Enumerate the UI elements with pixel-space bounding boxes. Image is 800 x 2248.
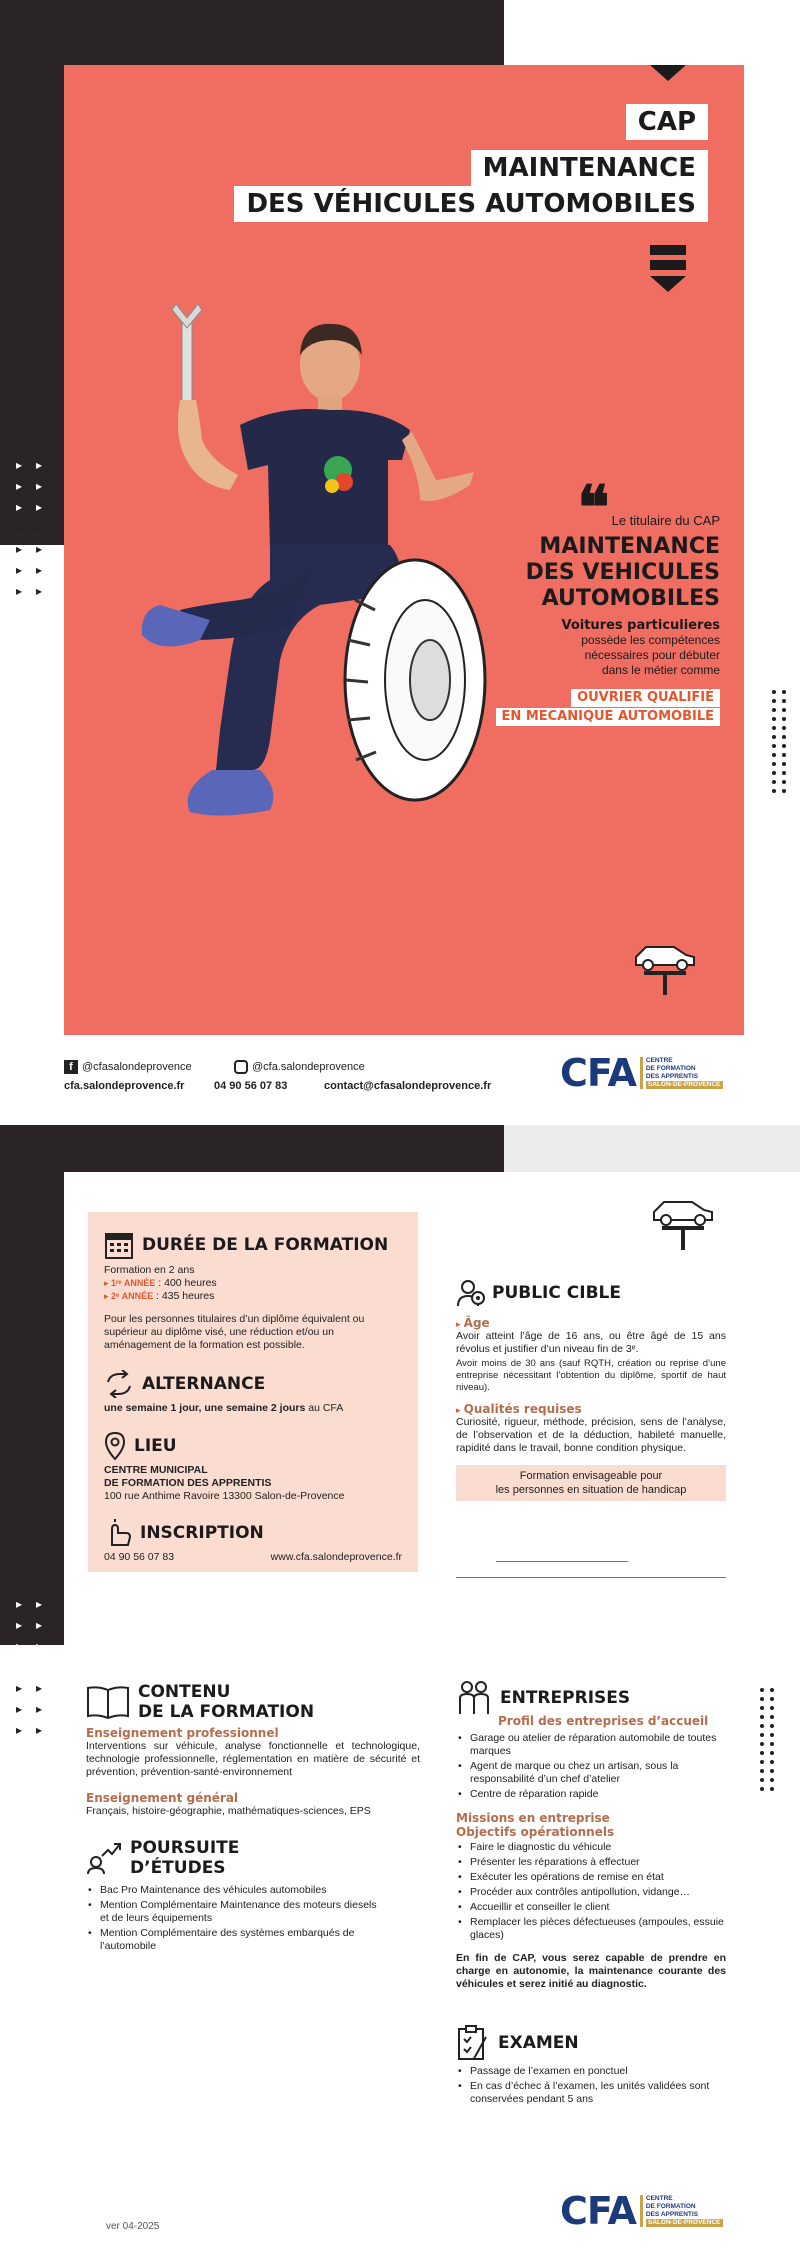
lieu-l3: 100 rue Anthime Ravoire 13300 Salon-de-Provence bbox=[104, 1490, 345, 1502]
handicap-line-2: les personnes en situation de handicap bbox=[495, 1484, 687, 1496]
lieu-l1: CENTRE MUNICIPAL bbox=[104, 1464, 208, 1476]
dots-decoration-right-2 bbox=[760, 1688, 774, 1791]
profil-title: Profil des entreprises d’accueil bbox=[498, 1714, 709, 1728]
handicap-box bbox=[456, 1465, 726, 1501]
public-section bbox=[456, 1278, 726, 1501]
inscription-title: INSCRIPTION bbox=[140, 1523, 264, 1543]
logo-line-1: CENTRE bbox=[645, 1057, 673, 1064]
profil-list bbox=[456, 1732, 726, 1801]
pro-text: Interventions sur véhicule, analyse fonctionnelle et technologique, technologie professionnelle, réglementation en matière de sécurité et prévention, prévention-santé-environnement bbox=[86, 1740, 420, 1778]
instagram-icon bbox=[234, 1060, 248, 1074]
email-link[interactable]: contact@cfasalondeprovence.fr bbox=[324, 1080, 492, 1092]
duree-year1: ▸ 1ʳᵉ ANNÉE : 400 heures bbox=[104, 1277, 217, 1289]
quote-intro: Le titulaire du CAP bbox=[611, 513, 720, 528]
job-label-1: OUVRIER QUALIFIÉ bbox=[571, 689, 720, 707]
job-label-2: EN MECANIQUE AUTOMOBILE bbox=[496, 708, 720, 726]
growth-person-icon bbox=[86, 1840, 122, 1876]
quote-desc-2: nécessaires pour débuter bbox=[584, 648, 720, 662]
version-label: ver 04-2025 bbox=[106, 2221, 160, 2232]
duree-line1: Formation en 2 ans bbox=[104, 1264, 195, 1276]
qual-text: Curiosité, rigueur, méthode, précision, sens de l’analyse, de l’observation et de la déduction, habileté manuelle, rapidité dans le travail, bonne condition physique. bbox=[456, 1416, 726, 1454]
quote-desc-3: dans le métier comme bbox=[601, 663, 720, 677]
info-box bbox=[88, 1212, 418, 1572]
chevron-decoration: ▸ ▸ ▸ ▸ ▸ ▸ ▸ ▸ ▸ ▸ ▸ ▸ ▸ ▸ bbox=[16, 458, 43, 598]
age-title: ▸ Âge bbox=[456, 1316, 490, 1330]
list-item: • Présenter les réparations à effectuer bbox=[456, 1856, 726, 1869]
lieu-title: LIEU bbox=[134, 1436, 177, 1456]
facebook-icon: f bbox=[64, 1060, 78, 1074]
instagram-handle[interactable]: @cfa.salondeprovence bbox=[252, 1061, 365, 1073]
car-lift-icon bbox=[630, 935, 700, 997]
deco-bar-1 bbox=[650, 245, 686, 255]
divider-2 bbox=[456, 1577, 726, 1578]
pro-title: Enseignement professionnel bbox=[86, 1726, 279, 1740]
cfa-logo-letters-2: CFA bbox=[560, 2189, 636, 2233]
cfa-logo-2 bbox=[560, 2189, 723, 2233]
business-people-icon bbox=[456, 1680, 492, 1716]
age-text-2: Avoir moins de 30 ans (sauf RQTH, création ou reprise d’une entreprise nécessitant l’obtention du diplôme, sportif de haut niveau). bbox=[456, 1358, 726, 1393]
contenu-title-2: DE LA FORMATION bbox=[138, 1702, 315, 1722]
logo-line-4: SALON-DE-PROVENCE bbox=[647, 1081, 721, 1088]
examen-title: EXAMEN bbox=[498, 2033, 579, 2053]
cfa-logo-side-2 bbox=[640, 2195, 723, 2227]
inscription-hand-icon bbox=[104, 1519, 132, 1547]
list-item: • Centre de réparation rapide bbox=[456, 1788, 726, 1801]
conclusion-text: En fin de CAP, vous serez capable de prendre en charge en autonomie, la maintenance courante des véhicules et serez initié au diagnostic. bbox=[456, 1952, 726, 1990]
list-item: • Remplacer les pièces défectueuses (ampoules, essuie glaces) bbox=[456, 1916, 726, 1942]
handicap-line-1: Formation envisageable pour bbox=[519, 1470, 663, 1482]
age-title-text: Âge bbox=[463, 1316, 490, 1330]
page1-top-right-bg bbox=[504, 0, 800, 65]
year1-label: 1ʳᵉ ANNÉE bbox=[111, 1278, 156, 1288]
poursuite-title-2: D’ÉTUDES bbox=[130, 1858, 226, 1878]
age-text: Avoir atteint l’âge de 16 ans, ou être âgé de 15 ans révolus et justifier d’un niveau fin de 3ᵉ. bbox=[456, 1330, 726, 1355]
logo2-line-3: DES APPRENTIS bbox=[645, 2211, 699, 2218]
car-lift-icon-2 bbox=[648, 1190, 718, 1252]
alternance-bold: une semaine 1 jour, une semaine 2 jours bbox=[104, 1402, 306, 1414]
quote-line-3: AUTOMOBILES bbox=[541, 586, 720, 611]
calendar-icon bbox=[104, 1230, 134, 1260]
examen-list bbox=[456, 2065, 726, 2106]
location-pin-icon bbox=[104, 1431, 126, 1461]
page1-right-white bbox=[744, 65, 800, 1125]
open-book-icon bbox=[86, 1684, 130, 1720]
divider-1 bbox=[496, 1561, 628, 1562]
facebook-handle[interactable]: @cfasalondeprovence bbox=[82, 1061, 192, 1073]
quote-line-1: MAINTENANCE bbox=[539, 534, 720, 559]
entreprises-title: ENTREPRISES bbox=[500, 1688, 631, 1708]
title-line-vehicules: DES VÉHICULES AUTOMOBILES bbox=[234, 186, 708, 222]
list-item: • Agent de marque ou chez un artisan, sous la responsabilité d’un chef d’atelier bbox=[456, 1760, 726, 1786]
dots-decoration-right bbox=[772, 690, 786, 793]
poster-title bbox=[234, 104, 708, 222]
deco-bar-2 bbox=[650, 260, 686, 270]
target-person-icon bbox=[456, 1278, 486, 1308]
logo-line-3: DES APPRENTIS bbox=[645, 1073, 699, 1080]
duree-year2: ▸ 2ᵉ ANNÉE : 435 heures bbox=[104, 1290, 215, 1302]
alternance-icon bbox=[104, 1370, 134, 1398]
list-item: • Passage de l’examen en ponctuel bbox=[456, 2065, 726, 2078]
duree-para: Pour les personnes titulaires d’un diplôme équivalent ou supérieur au diplôme visé, une réduction et/ou un aménagement de la formation est possible. bbox=[104, 1313, 365, 1351]
exam-clipboard-icon bbox=[456, 2025, 490, 2061]
alternance-rest: au CFA bbox=[305, 1402, 344, 1414]
contenu-section bbox=[86, 1682, 420, 1955]
list-item: • En cas d’échec à l’examen, les unités validées sont conservées pendant 5 ans bbox=[456, 2080, 726, 2106]
list-item: • Procéder aux contrôles antipollution, vidange… bbox=[456, 1886, 726, 1899]
list-item: • Mention Complémentaire Maintenance des moteurs diesels et de leurs équipements bbox=[86, 1899, 386, 1925]
quote-icon: ❝ bbox=[577, 473, 610, 543]
phone-number[interactable]: 04 90 56 07 83 bbox=[214, 1080, 288, 1092]
cfa-logo-letters: CFA bbox=[560, 1051, 636, 1095]
poursuite-title-1: POURSUITE bbox=[130, 1838, 240, 1858]
list-item: • Mention Complémentaire des systèmes embarqués de l’automobile bbox=[86, 1927, 386, 1953]
inscription-phone[interactable]: 04 90 56 07 83 bbox=[104, 1551, 175, 1563]
quote-block bbox=[420, 473, 720, 726]
gen-title: Enseignement général bbox=[86, 1791, 239, 1805]
quote-sub: Voitures particulieres bbox=[561, 618, 720, 633]
logo2-line-1: CENTRE bbox=[645, 2195, 673, 2202]
year1-value: : 400 heures bbox=[155, 1277, 217, 1289]
list-item: • Faire le diagnostic du véhicule bbox=[456, 1841, 726, 1854]
missions-list bbox=[456, 1841, 726, 1942]
title-line-cap: CAP bbox=[626, 104, 708, 140]
entreprises-section bbox=[456, 1680, 726, 2108]
qual-title-text: Qualités requises bbox=[463, 1402, 582, 1416]
title-line-maintenance: MAINTENANCE bbox=[471, 150, 708, 186]
list-item: • Accueillir et conseiller le client bbox=[456, 1901, 726, 1914]
cfa-logo-side bbox=[640, 1057, 723, 1089]
logo2-line-2: DE FORMATION bbox=[645, 2203, 696, 2210]
list-item: • Bac Pro Maintenance des véhicules automobiles bbox=[86, 1884, 386, 1897]
poursuite-list bbox=[86, 1884, 386, 1953]
qual-title: ▸ Qualités requises bbox=[456, 1402, 582, 1416]
cfa-logo bbox=[560, 1051, 723, 1095]
deco-arrow-icon bbox=[650, 276, 686, 292]
list-item: • Exécuter les opérations de remise en état bbox=[456, 1871, 726, 1884]
logo2-line-4: SALON-DE-PROVENCE bbox=[647, 2219, 721, 2226]
missions-title-1: Missions en entreprise bbox=[456, 1811, 610, 1825]
quote-line-2: DES VEHICULES bbox=[525, 560, 720, 585]
alternance-title: ALTERNANCE bbox=[142, 1374, 266, 1394]
chevron-decoration-2: ▸ ▸ ▸ ▸ ▸ ▸ ▸ ▸ ▸ ▸ ▸ ▸ ▸ ▸ bbox=[16, 1597, 43, 1737]
contenu-title-1: CONTENU bbox=[138, 1682, 231, 1702]
missions-title-2: Objectifs opérationnels bbox=[456, 1825, 615, 1839]
inscription-web[interactable]: www.cfa.salondeprovence.fr bbox=[270, 1551, 402, 1563]
logo-line-2: DE FORMATION bbox=[645, 1065, 696, 1072]
alternance-text bbox=[104, 1402, 402, 1415]
list-item: • Garage ou atelier de réparation automobile de toutes marques bbox=[456, 1732, 726, 1758]
public-title: PUBLIC CIBLE bbox=[492, 1283, 621, 1303]
gen-text: Français, histoire-géographie, mathématiques-sciences, EPS bbox=[86, 1805, 371, 1817]
year2-label: 2ᵉ ANNÉE bbox=[111, 1291, 154, 1301]
lieu-l2: DE FORMATION DES APPRENTIS bbox=[104, 1477, 272, 1489]
top-arrow-icon bbox=[650, 65, 686, 81]
year2-value: : 435 heures bbox=[153, 1290, 215, 1302]
quote-desc-1: possède les compétences bbox=[581, 633, 720, 647]
duree-title: DURÉE DE LA FORMATION bbox=[142, 1235, 389, 1255]
website-link[interactable]: cfa.salondeprovence.fr bbox=[64, 1080, 185, 1092]
